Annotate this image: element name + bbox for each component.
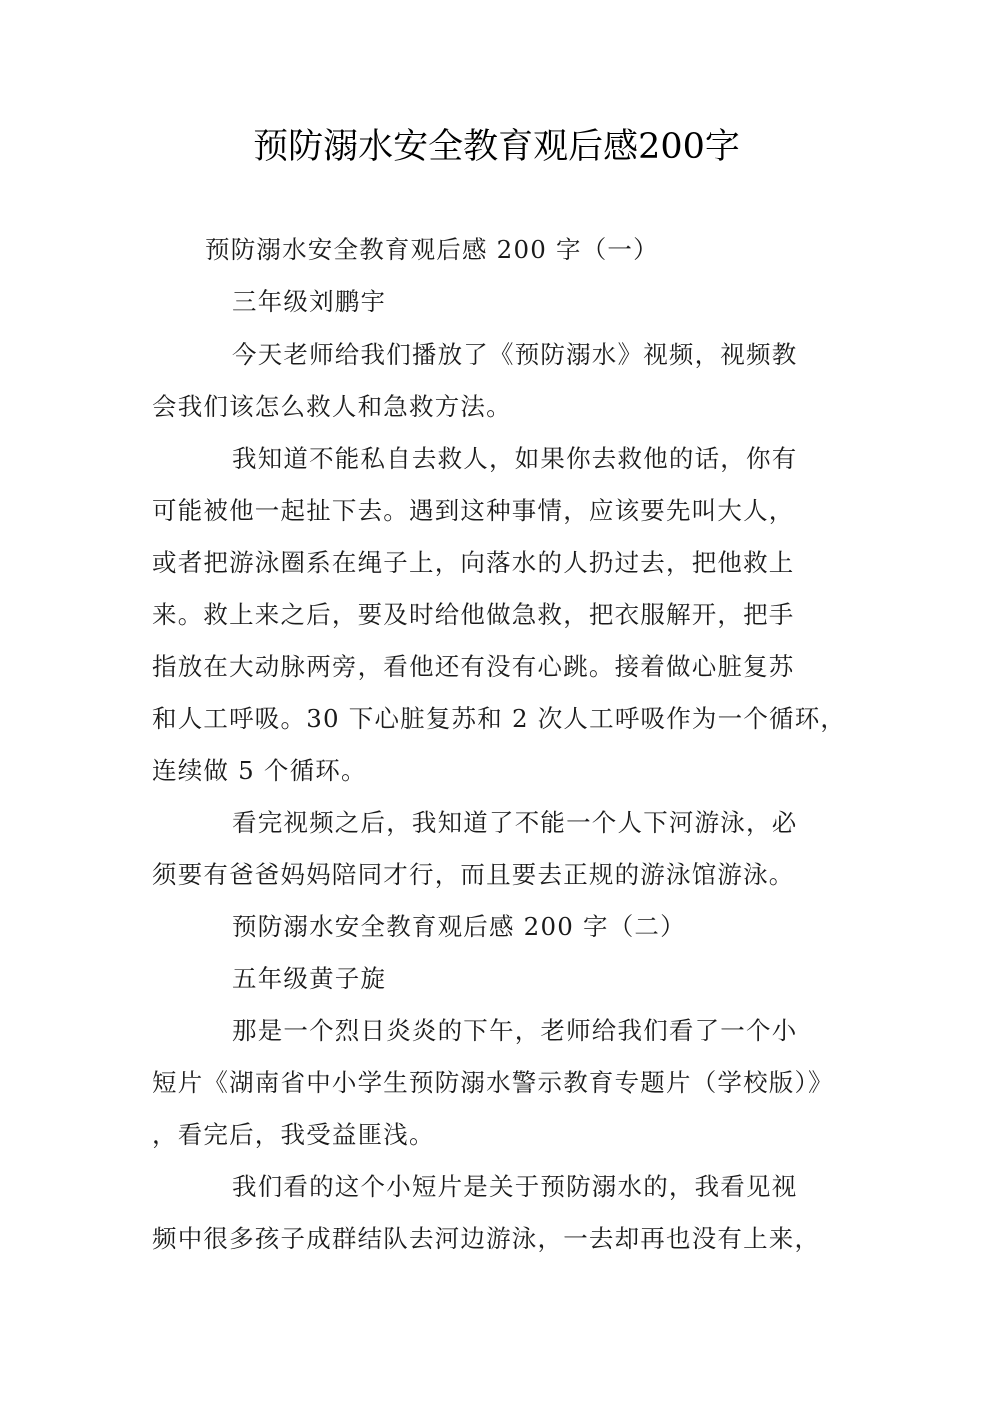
paragraph-line: 那是一个烈日炎炎的下午，老师给我们看了一个小 xyxy=(232,1016,798,1045)
section-heading-2: 预防溺水安全教育观后感 200 字（二） xyxy=(232,912,686,941)
paragraph-line: 会我们该怎么救人和急救方法。 xyxy=(152,392,512,421)
paragraph-line: 短片《湖南省中小学生预防溺水警示教育专题片（学校版）》 xyxy=(152,1068,834,1097)
paragraph-line: 指放在大动脉两旁，看他还有没有心跳。接着做心脏复苏 xyxy=(152,652,795,681)
paragraph-line: 和人工呼吸。30 下心脏复苏和 2 次人工呼吸作为一个循环， xyxy=(152,704,847,733)
paragraph-line: 须要有爸爸妈妈陪同才行，而且要去正规的游泳馆游泳。 xyxy=(152,860,795,889)
paragraph-line: 今天老师给我们播放了《预防溺水》视频，视频教 xyxy=(232,340,798,369)
paragraph-line: 可能被他一起扯下去。遇到这种事情，应该要先叫大人， xyxy=(152,496,795,525)
paragraph-line: 我们看的这个小短片是关于预防溺水的，我看见视 xyxy=(232,1172,798,1201)
paragraph-line: 看完视频之后，我知道了不能一个人下河游泳，必 xyxy=(232,808,798,837)
paragraph-line: 连续做 5 个循环。 xyxy=(152,756,367,785)
author-line-1: 三年级刘鹏宇 xyxy=(232,287,387,316)
paragraph-line: 频中很多孩子成群结队去河边游泳，一去却再也没有上来， xyxy=(152,1224,821,1253)
paragraph-line: ，看完后，我受益匪浅。 xyxy=(152,1120,435,1149)
paragraph-line: 我知道不能私自去救人，如果你去救他的话，你有 xyxy=(232,444,798,473)
paragraph-line: 或者把游泳圈系在绳子上，向落水的人扔过去，把他救上 xyxy=(152,548,795,577)
document-title: 预防溺水安全教育观后感200字 xyxy=(253,127,740,167)
section-heading-1: 预防溺水安全教育观后感 200 字（一） xyxy=(205,235,659,264)
paragraph-line: 来。救上来之后，要及时给他做急救，把衣服解开，把手 xyxy=(152,600,795,629)
author-line-2: 五年级黄子旋 xyxy=(232,964,387,993)
